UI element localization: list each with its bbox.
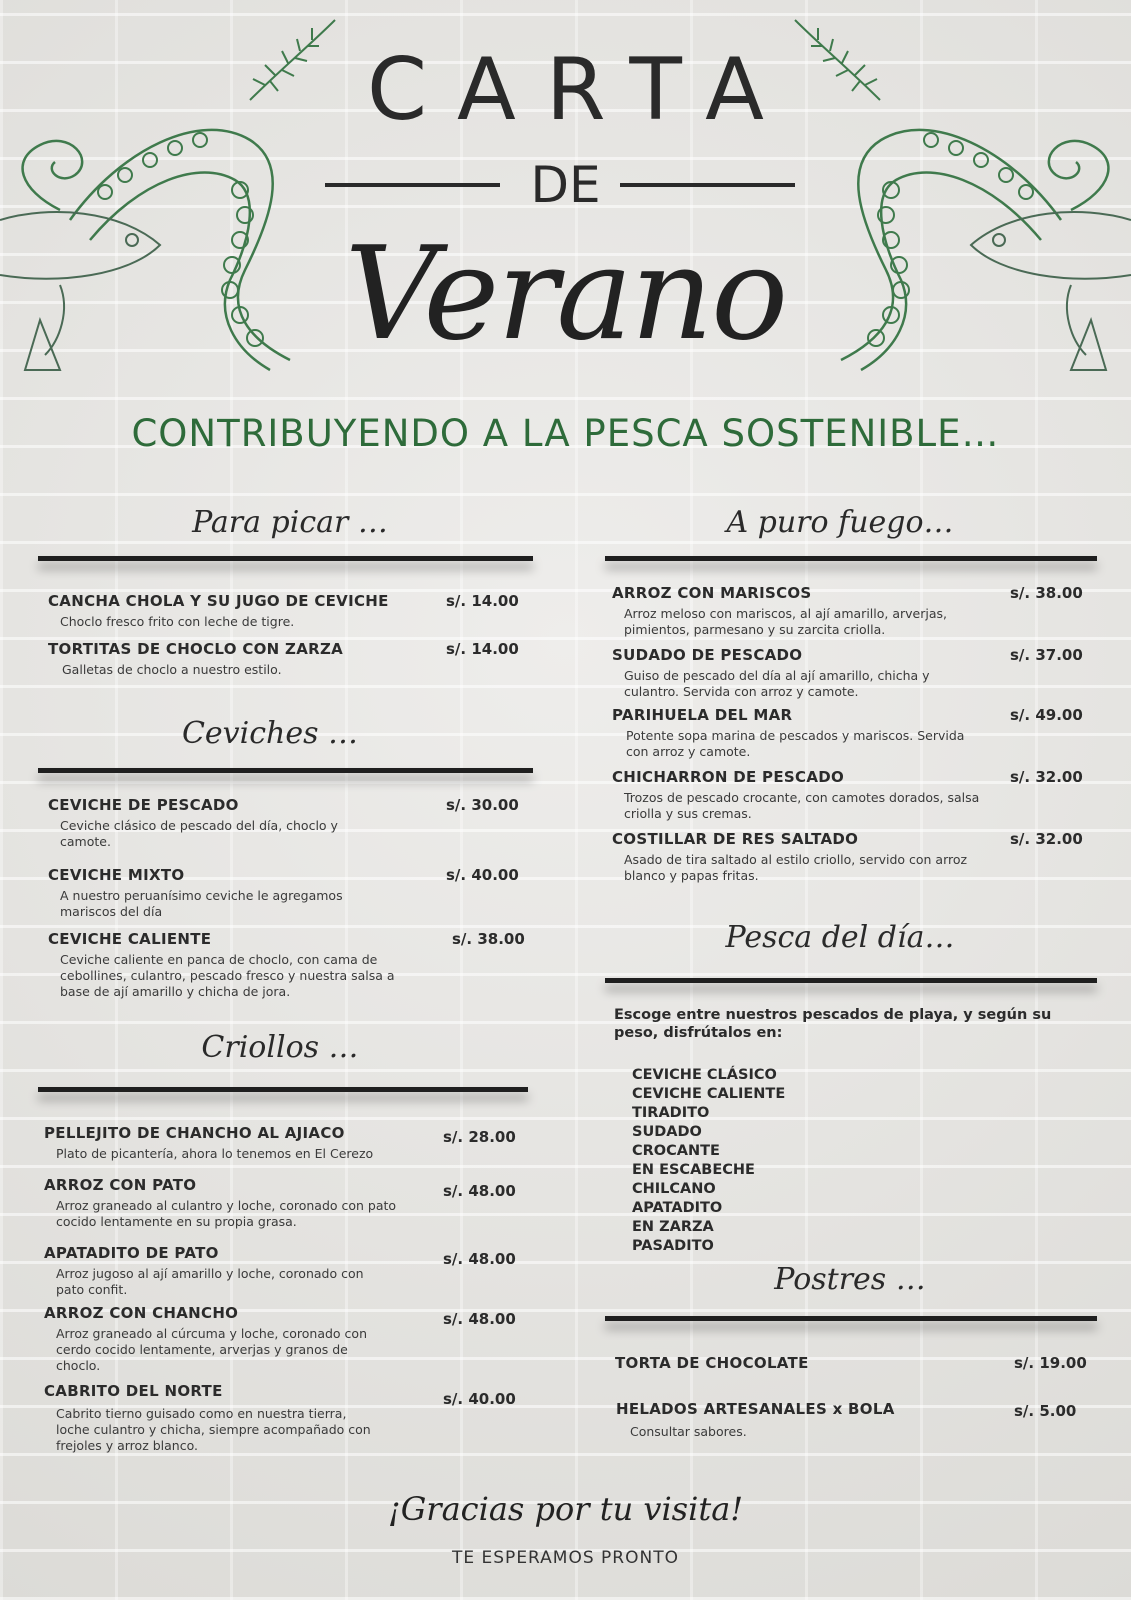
menu-item-desc: Trozos de pescado crocante, con camotes dorados, salsa criolla y sus cremas. [624, 790, 980, 821]
tagline: CONTRIBUYENDO A LA PESCA SOSTENIBLE… [131, 412, 1000, 455]
menu-item-desc: Arroz graneado al culantro y loche, coronado con pato cocido lentamente en su propia grasa. [56, 1198, 397, 1229]
section-title-ceviches: Ceviches … [181, 716, 359, 751]
menu-item-price: s/. 38.00 [452, 930, 525, 948]
menu-item-name: APATADITO DE PATO [44, 1244, 219, 1262]
menu-item-name: SUDADO DE PESCADO [612, 646, 803, 664]
list-item: CROCANTE [632, 1143, 720, 1159]
menu-item-name: COSTILLAR DE RES SALTADO [612, 830, 859, 848]
pesca-options-list [632, 1066, 785, 1256]
title-verano: Verano [344, 220, 787, 369]
section-rule-a-puro-fuego [605, 556, 1097, 561]
menu-item-desc: Ceviche clásico de pescado del día, choclo y camote. [60, 818, 338, 849]
menu-item-name: TORTA DE CHOCOLATE [615, 1354, 809, 1372]
menu-item-name: CEVICHE DE PESCADO [48, 796, 239, 814]
menu-item-price: s/. 30.00 [446, 796, 519, 814]
menu-item-desc: Cabrito tierno guisado como en nuestra tierra, loche culantro y chicha, siempre acompañado con frejoles y arroz blanco. [56, 1406, 371, 1453]
menu-item-desc: Choclo fresco frito con leche de tigre. [60, 614, 295, 629]
menu-item-price: s/. 5.00 [1014, 1402, 1077, 1420]
list-item: EN ESCABECHE [632, 1162, 755, 1178]
menu-item-price: s/. 14.00 [446, 640, 519, 658]
menu-item-price: s/. 40.00 [446, 866, 519, 884]
menu-item-name: CABRITO DEL NORTE [44, 1382, 223, 1400]
section-title-para-picar: Para picar … [192, 505, 388, 540]
section-title-a-puro-fuego: A puro fuego… [726, 505, 954, 540]
menu-item-desc: Asado de tira saltado al estilo criollo, servido con arroz blanco y papas fritas. [624, 852, 968, 883]
section-rule-para-picar [38, 556, 533, 561]
list-item: CEVICHE CALIENTE [632, 1086, 786, 1102]
list-item: PASADITO [632, 1238, 714, 1254]
menu-item-desc: Consultar sabores. [630, 1424, 747, 1439]
section-rule-ceviches [38, 768, 533, 773]
menu-item-price: s/. 32.00 [1010, 830, 1083, 848]
section-title-postres: Postres … [774, 1262, 926, 1297]
section-rule-pesca-del-dia [605, 978, 1097, 983]
pesca-intro-text: Escoge entre nuestros pescados de playa, y según su peso, disfrútalos en: [614, 1007, 1052, 1041]
menu-item-desc: Arroz meloso con mariscos, al ají amarillo, arverjas, pimientos, parmesano y su zarcita criolla. [624, 606, 947, 637]
menu-item-desc: Guiso de pescado del día al ají amarillo, chicha y culantro. Servida con arroz y camote. [624, 668, 930, 699]
menu-item-desc: A nuestro peruanísimo ceviche le agregamos mariscos del día [60, 888, 343, 919]
list-item: APATADITO [632, 1200, 723, 1216]
title-de: DE [530, 156, 601, 214]
list-item: CEVICHE CLÁSICO [632, 1067, 777, 1083]
menu-item-price: s/. 48.00 [443, 1310, 516, 1328]
footer-tagline: TE ESPERAMOS PRONTO [452, 1548, 679, 1568]
menu-item-name: ARROZ CON CHANCHO [44, 1304, 239, 1322]
thanks-message: ¡Gracias por tu visita! [387, 1490, 744, 1528]
menu-item-name: ARROZ CON MARISCOS [612, 584, 812, 602]
menu-item-desc: Ceviche caliente en panca de choclo, con cama de cebollines, culantro, pescado fresco y nuestra salsa a base de ají amarillo y chicha de jora. [60, 952, 395, 999]
menu-item-price: s/. 48.00 [443, 1250, 516, 1268]
menu-item-price: s/. 28.00 [443, 1128, 516, 1146]
menu-item-price: s/. 38.00 [1010, 584, 1083, 602]
menu-item-name: PARIHUELA DEL MAR [612, 706, 793, 724]
menu-item-desc: Galletas de choclo a nuestro estilo. [62, 662, 282, 677]
list-item: SUDADO [632, 1124, 702, 1140]
menu-item-name: ARROZ CON PATO [44, 1176, 197, 1194]
list-item: CHILCANO [632, 1181, 716, 1197]
menu-item-name: CHICHARRON DE PESCADO [612, 768, 845, 786]
menu-item-desc: Potente sopa marina de pescados y mariscos. Servida con arroz y camote. [626, 728, 965, 759]
menu-item-desc: Arroz graneado al cúrcuma y loche, coronado con cerdo cocido lentamente, arverjas y granos de choclo. [56, 1326, 367, 1373]
list-item: TIRADITO [632, 1105, 710, 1121]
menu-item-price: s/. 40.00 [443, 1390, 516, 1408]
menu-item-price: s/. 37.00 [1010, 646, 1083, 664]
menu-item-price: s/. 14.00 [446, 592, 519, 610]
section-title-pesca-del-dia: Pesca del día… [725, 920, 955, 955]
menu-item-name: CEVICHE MIXTO [48, 866, 185, 884]
title-carta: CARTA [366, 40, 795, 140]
menu-item-desc: Plato de picantería, ahora lo tenemos en El Cerezo [56, 1146, 374, 1161]
list-item: EN ZARZA [632, 1219, 714, 1235]
menu-item-price: s/. 19.00 [1014, 1354, 1087, 1372]
menu-item-name: CEVICHE CALIENTE [48, 930, 212, 948]
menu-item-name: HELADOS ARTESANALES x BOLA [616, 1400, 895, 1418]
menu-item-price: s/. 49.00 [1010, 706, 1083, 724]
menu-item-name: TORTITAS DE CHOCLO CON ZARZA [48, 640, 344, 658]
section-rule-postres [605, 1316, 1097, 1321]
menu-item-price: s/. 32.00 [1010, 768, 1083, 786]
menu-item-name: PELLEJITO DE CHANCHO AL AJIACO [44, 1124, 345, 1142]
menu-item-price: s/. 48.00 [443, 1182, 516, 1200]
section-title-criollos: Criollos … [201, 1030, 359, 1065]
section-rule-criollos [38, 1087, 528, 1092]
menu-item-name: CANCHA CHOLA Y SU JUGO DE CEVICHE [48, 592, 389, 610]
menu-item-desc: Arroz jugoso al ají amarillo y loche, coronado con pato confit. [56, 1266, 364, 1297]
